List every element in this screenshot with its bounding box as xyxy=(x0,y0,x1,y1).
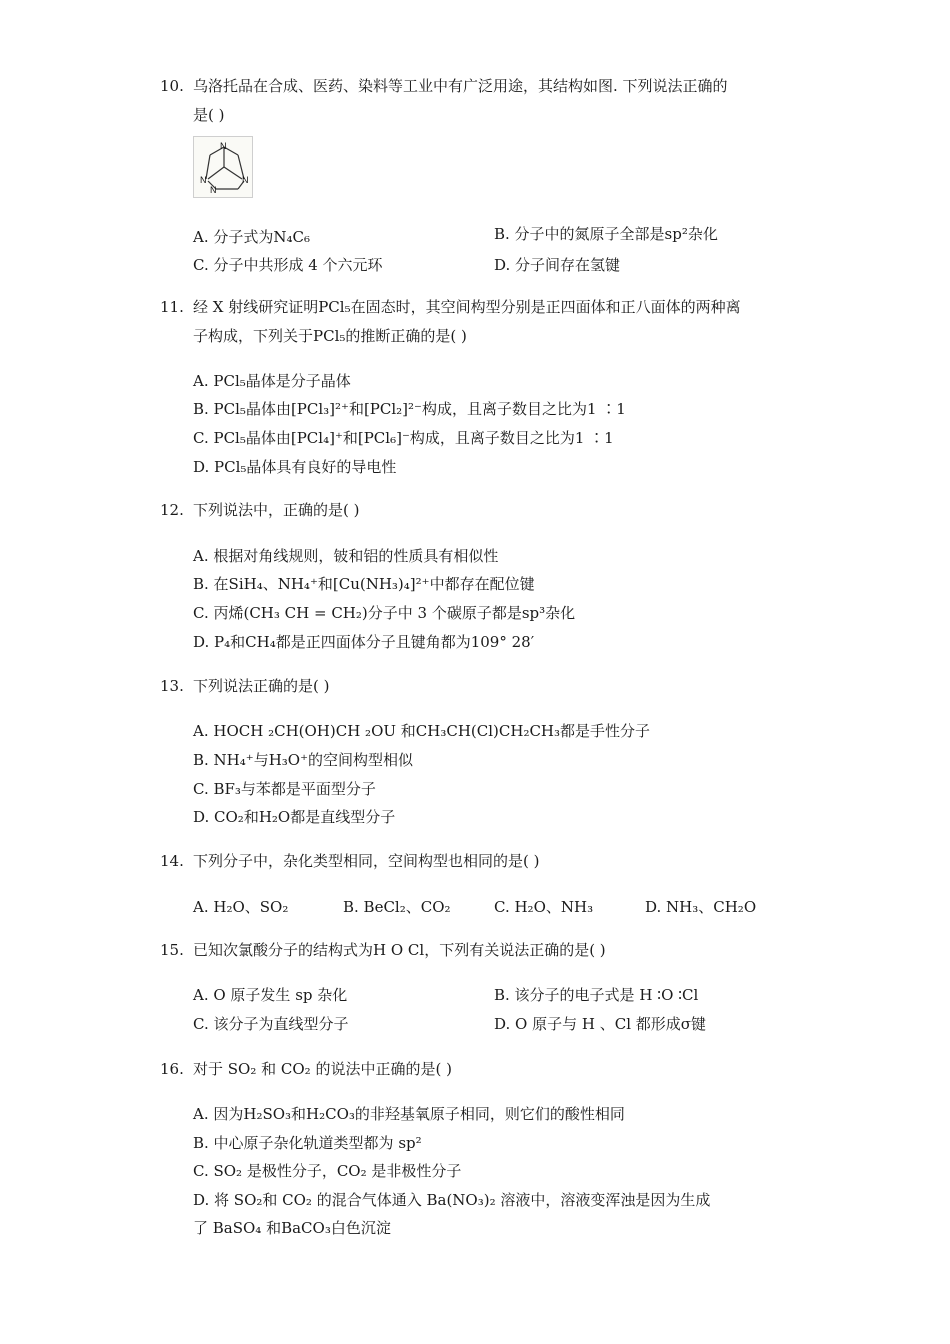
option-c[interactable]: C. PCl₅晶体由[PCl₄]⁺和[PCl₆]⁻构成，且离子数目之比为1 ∶1 xyxy=(193,429,614,447)
option-a[interactable]: A. O 原子发生 sp 杂化 xyxy=(193,986,348,1004)
option-a[interactable]: A. HOCH ₂CH(OH)CH ₂OU 和CH₃CH(Cl)CH₂CH₃都是手性分子 xyxy=(193,722,651,740)
molecule-diagram xyxy=(194,137,252,197)
option-b[interactable]: B. 分子中的氮原子全部是sp²杂化 xyxy=(494,225,718,243)
question-number: 13. xyxy=(160,677,184,695)
question-number: 10. xyxy=(160,77,184,95)
question-stem: 下列分子中，杂化类型相同，空间构型也相同的是( ) xyxy=(193,852,540,870)
question-stem: 子构成，下列关于PCl₅的推断正确的是( ) xyxy=(193,327,467,345)
option-c[interactable]: C. SO₂ 是极性分子，CO₂ 是非极性分子 xyxy=(193,1162,462,1180)
question-number: 15. xyxy=(160,941,184,959)
option-d[interactable]: D. O 原子与 H 、Cl 都形成σ键 xyxy=(494,1015,706,1033)
n-atom-label: N xyxy=(200,175,207,185)
question-number: 11. xyxy=(160,298,184,316)
n-atom-label: N xyxy=(242,175,249,185)
question-stem: 是( ) xyxy=(193,106,225,124)
question-stem: 下列说法正确的是( ) xyxy=(193,677,330,695)
option-a[interactable]: A. 根据对角线规则，铍和铝的性质具有相似性 xyxy=(193,547,499,565)
urotropine-structure-figure xyxy=(193,136,253,198)
option-d[interactable]: D. 将 SO₂和 CO₂ 的混合气体通入 Ba(NO₃)₂ 溶液中，溶液变浑浊是因为生成 xyxy=(193,1191,711,1209)
option-b[interactable]: B. 中心原子杂化轨道类型都为 sp² xyxy=(193,1134,422,1152)
option-c[interactable]: C. 该分子为直线型分子 xyxy=(193,1015,349,1033)
question-stem: 乌洛托品在合成、医药、染料等工业中有广泛用途，其结构如图. 下列说法正确的 xyxy=(193,77,728,95)
n-atom-label: N xyxy=(210,185,217,195)
option-d-continued: 了 BaSO₄ 和BaCO₃白色沉淀 xyxy=(193,1219,391,1237)
option-a[interactable]: A. 因为H₂SO₃和H₂CO₃的非羟基氧原子相同，则它们的酸性相同 xyxy=(193,1105,625,1123)
option-d[interactable]: D. 分子间存在氢键 xyxy=(494,256,621,274)
option-a[interactable]: A. PCl₅晶体是分子晶体 xyxy=(193,372,351,390)
option-d[interactable]: D. NH₃、CH₂O xyxy=(645,898,757,916)
option-a[interactable]: A. 分子式为N₄C₆ xyxy=(193,228,310,246)
n-atom-label: N xyxy=(220,141,227,151)
question-number: 14. xyxy=(160,852,184,870)
option-d[interactable]: D. PCl₅晶体具有良好的导电性 xyxy=(193,458,397,476)
option-d[interactable]: D. P₄和CH₄都是正四面体分子且键角都为109° 28′ xyxy=(193,633,535,651)
question-stem: 对于 SO₂ 和 CO₂ 的说法中正确的是( ) xyxy=(193,1060,452,1078)
option-b[interactable]: B. 在SiH₄、NH₄⁺和[Cu(NH₃)₄]²⁺中都存在配位键 xyxy=(193,575,535,593)
option-b[interactable]: B. PCl₅晶体由[PCl₃]²⁺和[PCl₂]²⁻构成，且离子数目之比为1 ∶1 xyxy=(193,400,626,418)
question-stem: 已知次氯酸分子的结构式为H O Cl，下列有关说法正确的是( ) xyxy=(193,941,606,959)
option-c[interactable]: C. BF₃与苯都是平面型分子 xyxy=(193,780,376,798)
option-c[interactable]: C. 丙烯(CH₃ CH = CH₂)分子中 3 个碳原子都是sp³杂化 xyxy=(193,604,576,622)
option-d[interactable]: D. CO₂和H₂O都是直线型分子 xyxy=(193,808,396,826)
question-number: 16. xyxy=(160,1060,184,1078)
question-number: 12. xyxy=(160,501,184,519)
option-b[interactable]: B. BeCl₂、CO₂ xyxy=(343,898,451,916)
option-b[interactable]: B. NH₄⁺与H₃O⁺的空间构型相似 xyxy=(193,751,414,769)
question-stem: 下列说法中，正确的是( ) xyxy=(193,501,360,519)
question-stem: 经 X 射线研究证明PCl₅在固态时，其空间构型分别是正四面体和正八面体的两种离 xyxy=(193,298,741,316)
option-a[interactable]: A. H₂O、SO₂ xyxy=(193,898,289,916)
option-c[interactable]: C. 分子中共形成 4 个六元环 xyxy=(193,256,383,274)
option-c[interactable]: C. H₂O、NH₃ xyxy=(494,898,594,916)
option-b[interactable]: B. 该分子的电子式是 H ∶O ∶Cl xyxy=(494,986,699,1004)
